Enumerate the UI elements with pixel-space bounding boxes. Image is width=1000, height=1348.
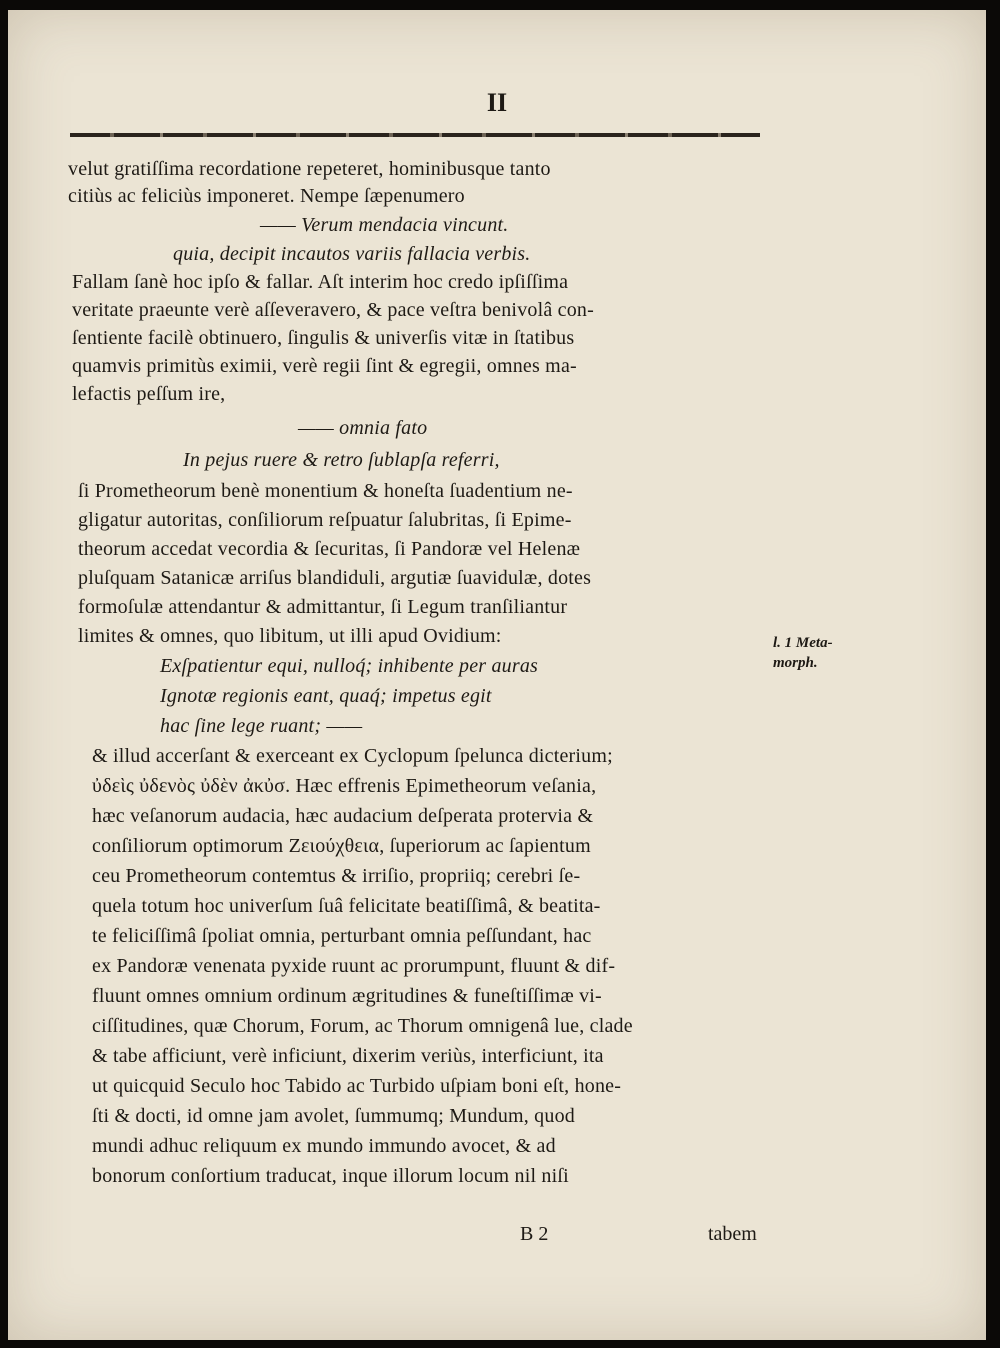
text-line: velut gratiſſima recordatione repeteret, hominibusque tanto <box>68 158 551 180</box>
verse-line: Exſpatientur equi, nulloq́; inhibente per auras <box>160 655 539 677</box>
header-rule <box>70 133 760 137</box>
text-line: fluunt omnes omnium ordinum ægritudines & funeſtiſſimæ vi- <box>92 985 602 1007</box>
margin-note: l. 1 Meta- <box>773 635 833 651</box>
text-line: quamvis primitùs eximii, verè regii ſint & egregii, omnes ma- <box>72 355 577 377</box>
text-line: ut quicquid Seculo hoc Tabido ac Turbido uſpiam boni eſt, hone- <box>92 1075 622 1097</box>
text-line: gligatur autoritas, conſiliorum reſpuatur ſalubritas, ſi Epime- <box>78 509 572 531</box>
margin-note: morph. <box>773 655 818 671</box>
page-number: II <box>486 88 508 117</box>
text-line: bonorum conſortium traducat, inque illorum locum nil niſi <box>92 1165 569 1187</box>
text-line: ciſſitudines, quæ Chorum, Forum, ac Thorum omnigenâ lue, clade <box>92 1015 633 1037</box>
text-line: ceu Prometheorum contemtus & irriſio, propriiq; cerebri ſe- <box>92 865 581 887</box>
text-line: & tabe afficiunt, verè inficiunt, dixerim veriùs, interficiunt, ita <box>92 1045 604 1067</box>
text-line: mundi adhuc reliquum ex mundo immundo avocet, & ad <box>92 1135 556 1157</box>
text-line: formoſulæ attendantur & admittantur, ſi Legum tranſiliantur <box>78 596 568 618</box>
signature-mark: B 2 <box>520 1223 549 1245</box>
verse-line: quia, decipit incautos variis fallacia verbis. <box>173 243 531 265</box>
text-line: pluſquam Satanicæ arriſus blandiduli, argutiæ ſuavidulæ, dotes <box>78 567 592 589</box>
text-line: lefactis peſſum ire, <box>72 383 226 405</box>
verse-line: —— Verum mendacia vincunt. <box>260 214 509 236</box>
verse-line: In pejus ruere & retro ſublapſa referri, <box>183 449 500 471</box>
text-line: ex Pandoræ venenata pyxide ruunt ac prorumpunt, fluunt & dif- <box>92 955 616 977</box>
text-line: veritate praeunte verè aſſeveravero, & pace veſtra benivolâ con- <box>72 299 594 321</box>
text-line: theorum accedat vecordia & ſecuritas, ſi Pandoræ vel Helenæ <box>78 538 581 560</box>
text-line: quela totum hoc univerſum ſuâ felicitate beatiſſimâ, & beatita- <box>92 895 601 917</box>
text-line: ſentiente facilè obtinuero, ſingulis & univerſis vitæ in ſtatibus <box>72 327 575 349</box>
text-line: hæc veſanorum audacia, hæc audacium deſperata protervia & <box>92 805 594 827</box>
text-line: conſiliorum optimorum Ζειούχθεια, ſuperiorum ac ſapientum <box>92 835 591 857</box>
verse-line: —— omnia fato <box>298 417 428 439</box>
verse-line: Ignotæ regionis eant, quaq́; impetus egit <box>160 685 492 707</box>
text-line: ſi Prometheorum benè monentium & honeſta ſuadentium ne- <box>78 480 573 502</box>
book-page <box>8 10 986 1340</box>
text-line: citiùs ac feliciùs imponeret. Nempe ſæpenumero <box>68 185 465 207</box>
text-line: Fallam ſanè hoc ipſo & fallar. Aſt interim hoc credo ipſiſſima <box>72 271 569 293</box>
text-line: ὐδεὶς ὐδενὸς ὐδὲν ἀκὐσ. Hæc effrenis Epimetheorum veſania, <box>92 775 597 797</box>
text-line: ſti & docti, id omne jam avolet, ſummumq; Mundum, quod <box>92 1105 575 1127</box>
text-line: & illud accerſant & exerceant ex Cyclopum ſpelunca dicterium; <box>92 745 613 767</box>
text-line: te feliciſſimâ ſpoliat omnia, perturbant omnia peſſundant, hac <box>92 925 592 947</box>
catchword: tabem <box>708 1223 757 1245</box>
verse-line: hac ſine lege ruant; —— <box>160 715 363 737</box>
text-line: limites & omnes, quo libitum, ut illi apud Ovidium: <box>78 625 502 647</box>
